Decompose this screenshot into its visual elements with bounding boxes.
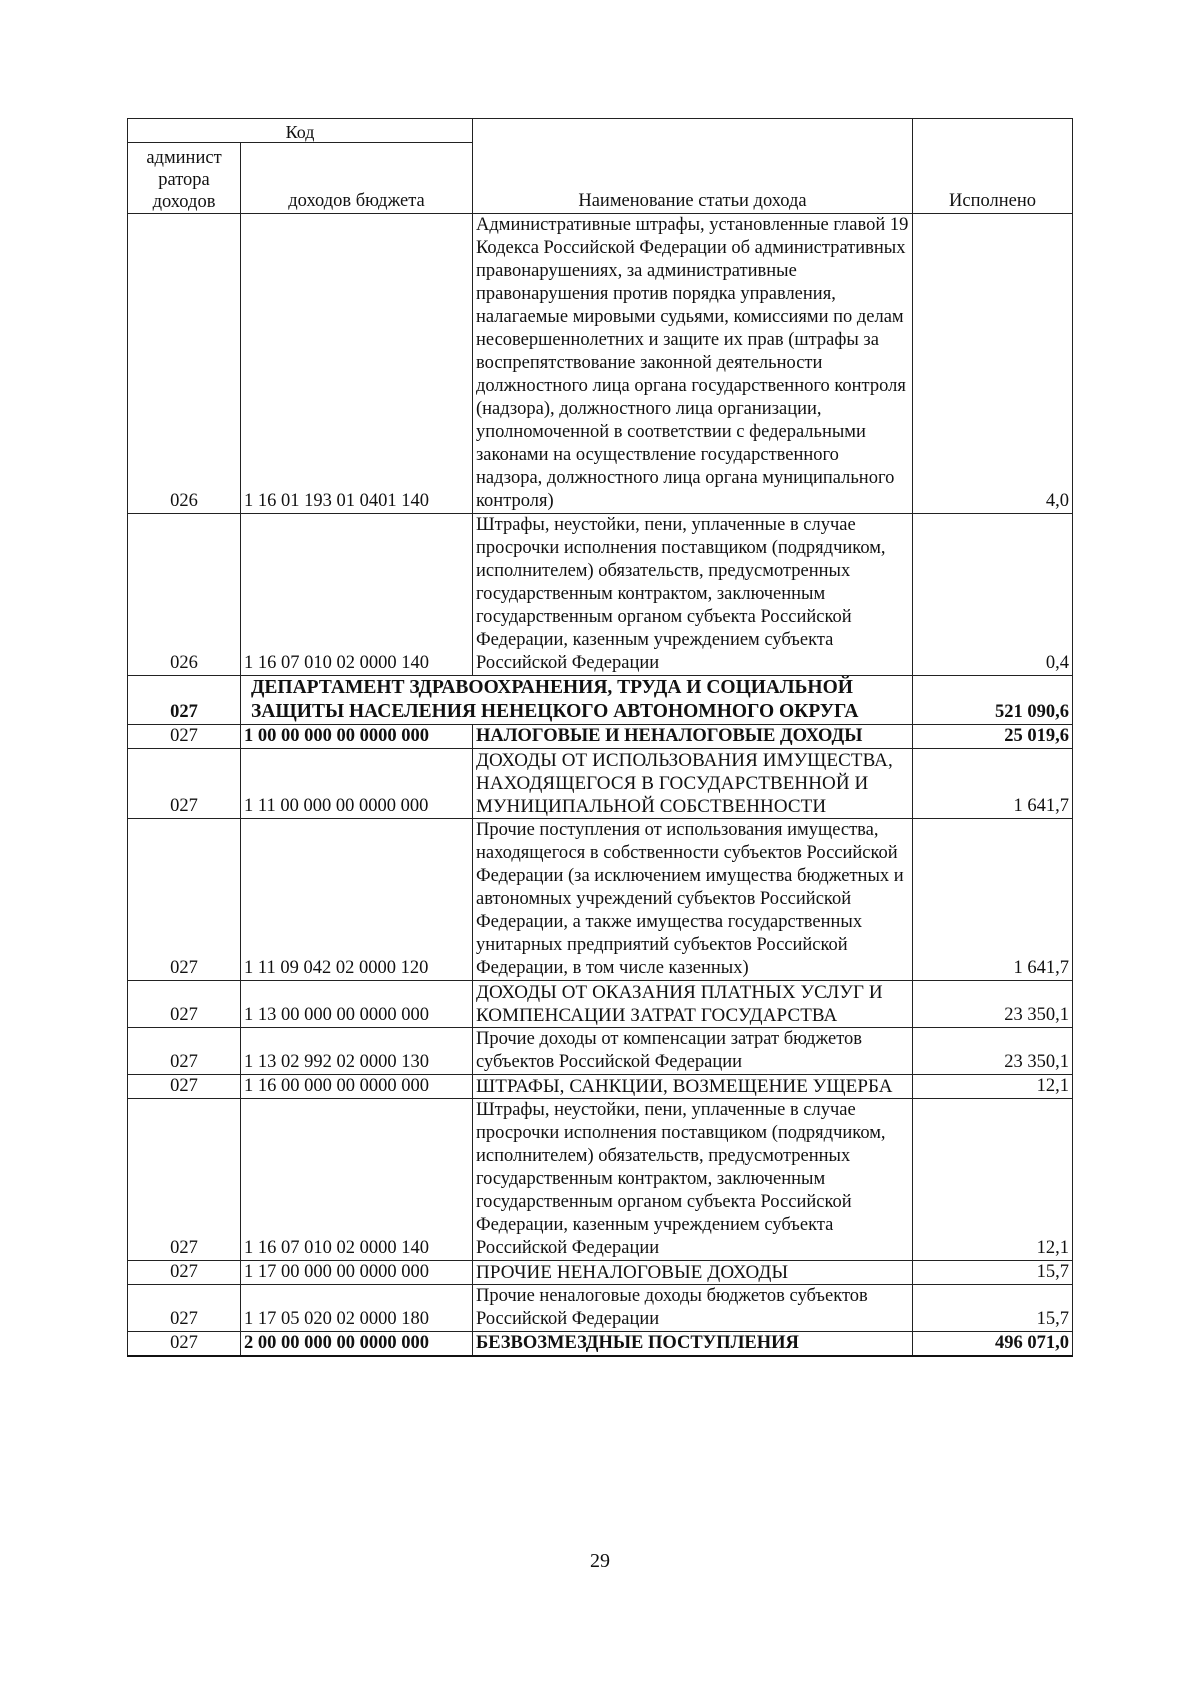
page-number: 29 <box>590 1550 610 1572</box>
amount-cell: 25 019,6 <box>913 725 1073 749</box>
admin-code-cell: 027 <box>128 1099 241 1261</box>
amount-cell: 521 090,6 <box>913 676 1073 725</box>
revenue-name-cell: БЕЗВОЗМЕЗДНЫЕ ПОСТУПЛЕНИЯ <box>473 1332 913 1357</box>
admin-code-cell: 026 <box>128 514 241 676</box>
table-row <box>128 749 1073 819</box>
budget-code-cell: 1 13 00 000 00 0000 000 <box>241 981 473 1028</box>
admin-code-cell: 027 <box>128 981 241 1028</box>
revenue-name-cell: ПРОЧИЕ НЕНАЛОГОВЫЕ ДОХОДЫ <box>473 1261 913 1285</box>
table-row <box>128 819 1073 981</box>
department-row <box>128 676 1073 725</box>
revenue-name-cell: Прочие неналоговые доходы бюджетов субъектов Российской Федерации <box>473 1285 913 1332</box>
revenue-name-cell: Прочие поступления от использования имущества, находящегося в собственности субъектов Российской Федерации (за исключением имущества бюджетных и автономных учреждений субъектов Российской Федерации, а также имущества государственных унитарных предприятий субъектов Российской Федерации, в том числе казенных) <box>473 819 913 981</box>
admin-code-cell: 027 <box>128 749 241 819</box>
admin-code-cell: 027 <box>128 676 241 725</box>
admin-code-cell: 027 <box>128 1285 241 1332</box>
amount-cell: 4,0 <box>913 214 1073 514</box>
budget-code-cell: 1 00 00 000 00 0000 000 <box>241 725 473 749</box>
revenue-name-cell: ДОХОДЫ ОТ ОКАЗАНИЯ ПЛАТНЫХ УСЛУГ И КОМПЕНСАЦИИ ЗАТРАТ ГОСУДАРСТВА <box>473 981 913 1028</box>
department-name-cell: ДЕПАРТАМЕНТ ЗДРАВООХРАНЕНИЯ, ТРУДА И СОЦИАЛЬНОЙ ЗАЩИТЫ НАСЕЛЕНИЯ НЕНЕЦКОГО АВТОНОМНОГО ОКРУГА <box>241 676 913 725</box>
revenue-table <box>127 118 1073 1357</box>
table-row <box>128 1285 1073 1332</box>
amount-cell: 15,7 <box>913 1285 1073 1332</box>
revenue-name-cell: Штрафы, неустойки, пени, уплаченные в случае просрочки исполнения поставщиком (подрядчиком, исполнителем) обязательств, предусмотренных государственным контрактом, заключенным государственным органом субъекта Российской Федерации, казенным учреждением субъекта Российской Федерации <box>473 1099 913 1261</box>
budget-code-cell: 1 11 00 000 00 0000 000 <box>241 749 473 819</box>
table-row <box>128 725 1073 749</box>
admin-code-cell: 027 <box>128 1261 241 1285</box>
amount-cell: 496 071,0 <box>913 1332 1073 1357</box>
amount-cell: 15,7 <box>913 1261 1073 1285</box>
amount-cell: 12,1 <box>913 1099 1073 1261</box>
table-row <box>128 1261 1073 1285</box>
admin-code-cell: 027 <box>128 725 241 749</box>
revenue-name-cell: Административные штрафы, установленные главой 19 Кодекса Российской Федерации об административных правонарушениях, за административные правонарушения против порядка управления, налагаемые мировыми судьями, комиссиями по делам несовершеннолетних и защите их прав (штрафы за воспрепятствование законной деятельности должностного лица органа государственного контроля (надзора), должностного лица организации, уполномоченной в соответствии с федеральными законами на осуществление государственного надзора, должностного лица органа муниципального контроля) <box>473 214 913 514</box>
revenue-name-cell: Прочие доходы от компенсации затрат бюджетов субъектов Российской Федерации <box>473 1028 913 1075</box>
amount-cell: 12,1 <box>913 1075 1073 1099</box>
amount-cell: 23 350,1 <box>913 981 1073 1028</box>
budget-code-cell: 1 16 07 010 02 0000 140 <box>241 514 473 676</box>
admin-code-cell: 026 <box>128 214 241 514</box>
header-admin: админист ратора доходов <box>128 143 241 214</box>
budget-code-cell: 1 16 00 000 00 0000 000 <box>241 1075 473 1099</box>
table-row <box>128 214 1073 514</box>
amount-cell: 1 641,7 <box>913 749 1073 819</box>
amount-cell: 1 641,7 <box>913 819 1073 981</box>
header-name: Наименование статьи дохода <box>473 119 913 214</box>
budget-code-cell: 1 11 09 042 02 0000 120 <box>241 819 473 981</box>
budget-code-cell: 1 17 00 000 00 0000 000 <box>241 1261 473 1285</box>
header-code-group: Код <box>128 119 473 143</box>
admin-code-cell: 027 <box>128 819 241 981</box>
table-row <box>128 1332 1073 1357</box>
revenue-name-cell: НАЛОГОВЫЕ И НЕНАЛОГОВЫЕ ДОХОДЫ <box>473 725 913 749</box>
revenue-name-cell: Штрафы, неустойки, пени, уплаченные в случае просрочки исполнения поставщиком (подрядчиком, исполнителем) обязательств, предусмотренных государственным контрактом, заключенным государственным органом субъекта Российской Федерации, казенным учреждением субъекта Российской Федерации <box>473 514 913 676</box>
table-row <box>128 514 1073 676</box>
header-code: доходов бюджета <box>241 143 473 214</box>
revenue-name-cell: ШТРАФЫ, САНКЦИИ, ВОЗМЕЩЕНИЕ УЩЕРБА <box>473 1075 913 1099</box>
budget-code-cell: 1 16 07 010 02 0000 140 <box>241 1099 473 1261</box>
table-row <box>128 981 1073 1028</box>
admin-code-cell: 027 <box>128 1332 241 1357</box>
admin-code-cell: 027 <box>128 1075 241 1099</box>
budget-code-cell: 1 13 02 992 02 0000 130 <box>241 1028 473 1075</box>
budget-code-cell: 1 16 01 193 01 0401 140 <box>241 214 473 514</box>
table-row <box>128 1099 1073 1261</box>
table-row <box>128 1075 1073 1099</box>
admin-code-cell: 027 <box>128 1028 241 1075</box>
budget-code-cell: 2 00 00 000 00 0000 000 <box>241 1332 473 1357</box>
amount-cell: 0,4 <box>913 514 1073 676</box>
header-sum: Исполнено <box>913 119 1073 214</box>
revenue-name-cell: ДОХОДЫ ОТ ИСПОЛЬЗОВАНИЯ ИМУЩЕСТВА, НАХОДЯЩЕГОСЯ В ГОСУДАРСТВЕННОЙ И МУНИЦИПАЛЬНОЙ СОБСТВЕННОСТИ <box>473 749 913 819</box>
amount-cell: 23 350,1 <box>913 1028 1073 1075</box>
budget-code-cell: 1 17 05 020 02 0000 180 <box>241 1285 473 1332</box>
table-row <box>128 1028 1073 1075</box>
